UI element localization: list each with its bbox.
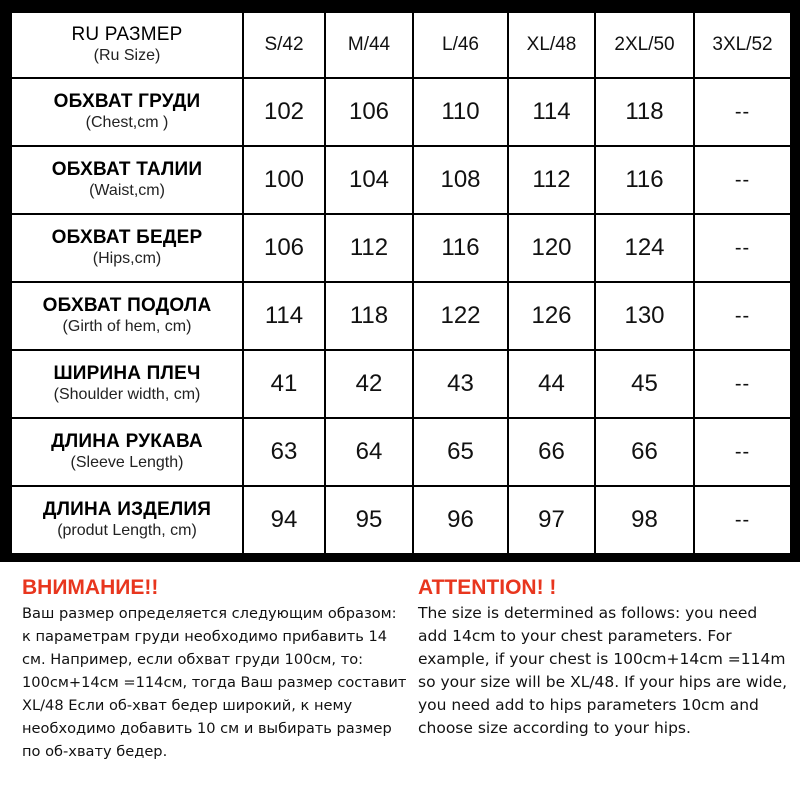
row-label-en: (Shoulder width, cm): [53, 386, 201, 403]
table-cell: 124: [595, 214, 694, 282]
table-cell: 126: [508, 282, 595, 350]
table-row: [11, 78, 791, 146]
table-row: [11, 146, 791, 214]
size-header-l: L/46: [413, 12, 508, 78]
row-label-ru: ДЛИНА РУКАВА: [51, 431, 203, 452]
row-label-ru: ДЛИНА ИЗДЕЛИЯ: [42, 499, 212, 520]
table-cell: 118: [595, 78, 694, 146]
size-header-s: S/42: [243, 12, 325, 78]
table-cell: 97: [508, 486, 595, 554]
row-label-en: (produt Length, cm): [57, 522, 197, 539]
table-cell: 112: [325, 214, 413, 282]
size-header-3xl: 3XL/52: [694, 12, 791, 78]
row-label-ru: ОБХВАТ ПОДОЛА: [42, 295, 212, 316]
table-cell: 106: [243, 214, 325, 282]
table-cell: 44: [508, 350, 595, 418]
table-cell: 64: [325, 418, 413, 486]
row-label-en: (Sleeve Length): [70, 454, 184, 471]
table-cell: 114: [508, 78, 595, 146]
row-label-ru: ОБХВАТ БЕДЕР: [51, 227, 203, 248]
attention-text-ru: Ваш размер определяется следующим образом: к параметрам груди необходимо прибавить 14 см. Например, если обхват груди 100см, то: 100cм+14cм =114см, тогда Ваш размер составит XL/48 Если об-хват бедер широкий, к нему необходимо добавить 10 см и выбирать размер по об-хвату бедер.: [22, 605, 407, 760]
table-cell: --: [694, 486, 791, 554]
table-cell: 108: [413, 146, 508, 214]
table-cell: 112: [508, 146, 595, 214]
table-cell: 94: [243, 486, 325, 554]
table-header-row: [11, 12, 791, 78]
attention-note-ru: [22, 562, 407, 763]
table-row: [11, 418, 791, 486]
table-cell: 114: [243, 282, 325, 350]
attention-note-en: [418, 562, 790, 740]
table-cell: 42: [325, 350, 413, 418]
table-cell: 96: [413, 486, 508, 554]
row-label-cell: [11, 146, 243, 214]
table-cell: 106: [325, 78, 413, 146]
row-label-en: (Girth of hem, cm): [62, 318, 192, 335]
table-cell: 63: [243, 418, 325, 486]
table-cell: 66: [595, 418, 694, 486]
row-label-cell: [11, 350, 243, 418]
table-cell: 66: [508, 418, 595, 486]
table-cell: 116: [595, 146, 694, 214]
row-label-en: (Waist,cm): [89, 182, 165, 199]
row-label-ru: ОБХВАТ ТАЛИИ: [51, 159, 203, 180]
size-table: [10, 11, 792, 555]
row-label-ru: ОБХВАТ ГРУДИ: [53, 91, 201, 112]
row-label-cell: [11, 282, 243, 350]
table-cell: 95: [325, 486, 413, 554]
row-label-cell: [11, 214, 243, 282]
table-cell: --: [694, 146, 791, 214]
table-cell: --: [694, 282, 791, 350]
table-cell: --: [694, 418, 791, 486]
table-cell: --: [694, 214, 791, 282]
row-label-cell: [11, 486, 243, 554]
header-label-cell: [11, 12, 243, 78]
header-label-en: (Ru Size): [93, 47, 161, 64]
table-cell: 98: [595, 486, 694, 554]
attention-section: [0, 562, 800, 800]
table-cell: 110: [413, 78, 508, 146]
table-cell: --: [694, 78, 791, 146]
table-cell: 43: [413, 350, 508, 418]
size-header-2xl: 2XL/50: [595, 12, 694, 78]
table-cell: 65: [413, 418, 508, 486]
table-cell: 102: [243, 78, 325, 146]
table-cell: 41: [243, 350, 325, 418]
table-cell: --: [694, 350, 791, 418]
row-label-cell: [11, 418, 243, 486]
table-row: [11, 350, 791, 418]
row-label-ru: ШИРИНА ПЛЕЧ: [53, 363, 201, 384]
size-header-m: M/44: [325, 12, 413, 78]
table-cell: 100: [243, 146, 325, 214]
row-label-cell: [11, 78, 243, 146]
size-header-xl: XL/48: [508, 12, 595, 78]
table-row: [11, 486, 791, 554]
row-label-en: (Chest,cm ): [85, 114, 169, 131]
table-cell: 130: [595, 282, 694, 350]
table-cell: 104: [325, 146, 413, 214]
header-label-ru: RU РАЗМЕР: [71, 24, 183, 45]
table-cell: 118: [325, 282, 413, 350]
table-cell: 45: [595, 350, 694, 418]
attention-title-en: ATTENTION! !: [418, 576, 557, 599]
table-cell: 122: [413, 282, 508, 350]
table-cell: 120: [508, 214, 595, 282]
table-row: [11, 282, 791, 350]
table-cell: 116: [413, 214, 508, 282]
table-row: [11, 214, 791, 282]
attention-text-en: The size is determined as follows: you need add 14cm to your chest parameters. For example, if your chest is 100cm+14cm =114m so your size will be XL/48. If your hips are wide, you need add to hips parameters 10cm and choose size according to your hips.: [418, 604, 788, 737]
row-label-en: (Hips,cm): [92, 250, 162, 267]
attention-title-ru: ВНИМАНИЕ!!: [22, 576, 159, 599]
